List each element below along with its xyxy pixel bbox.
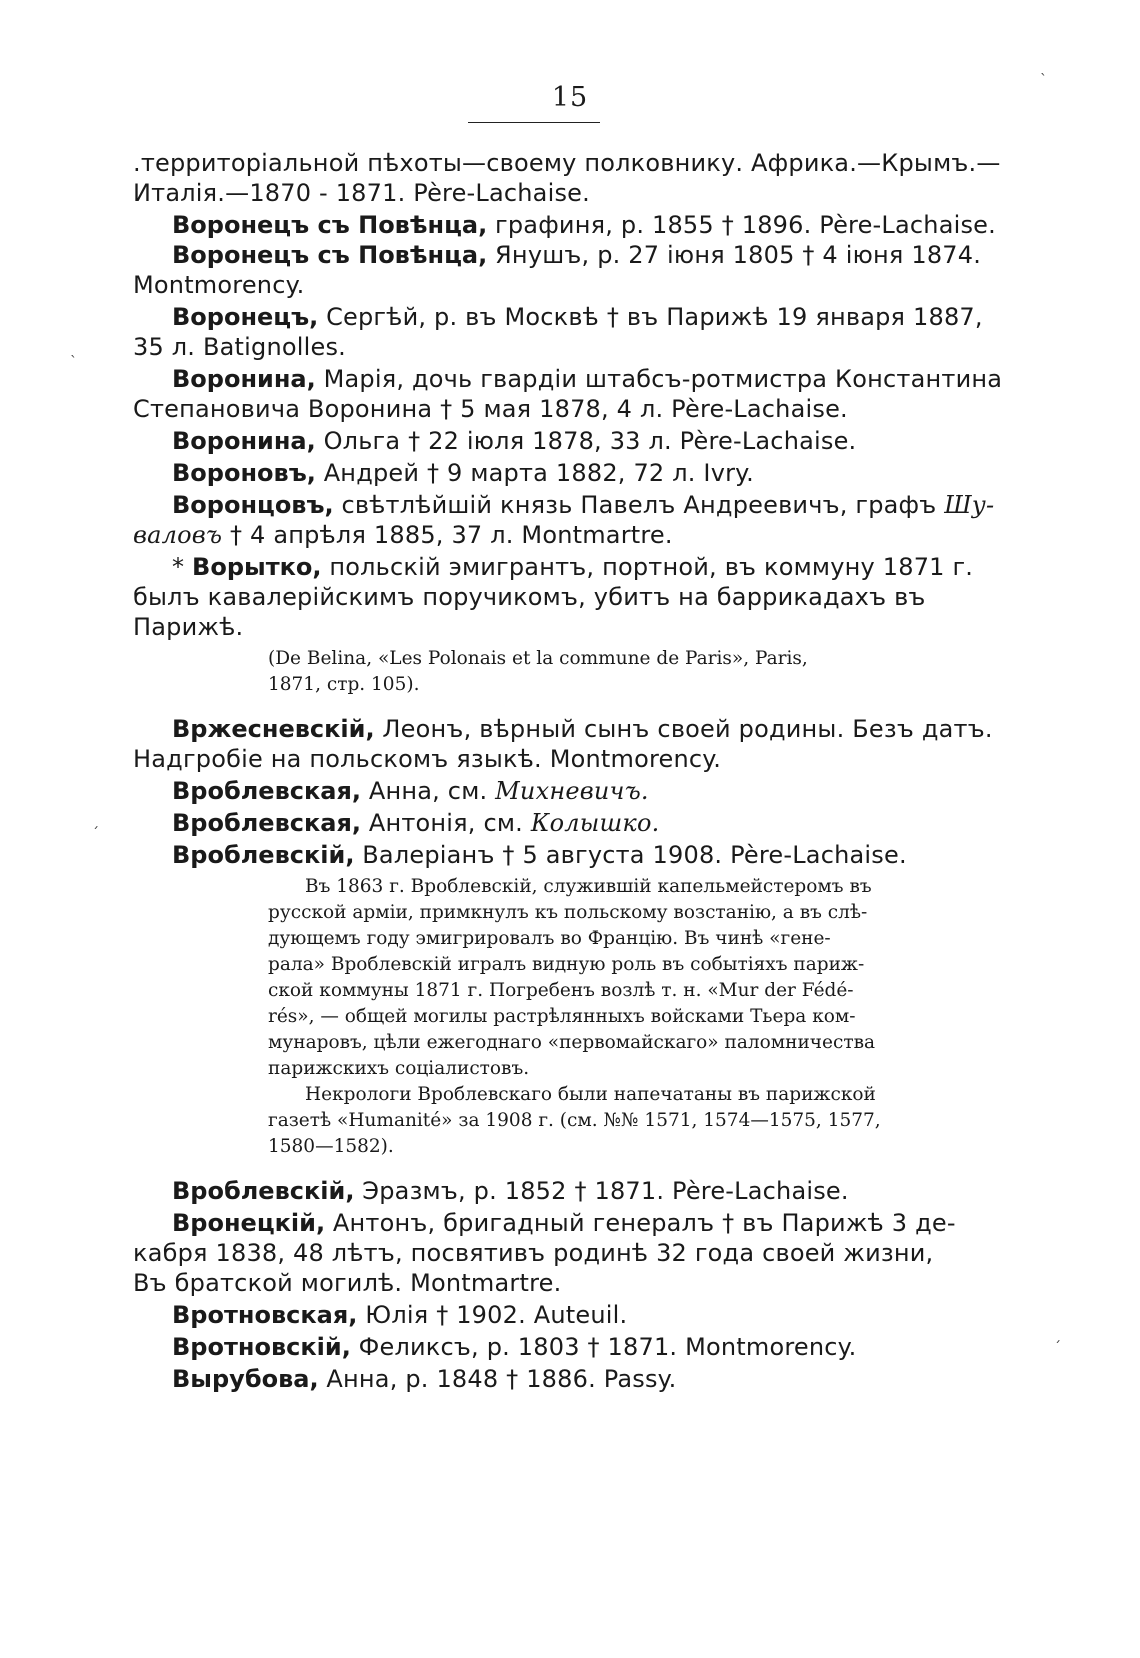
entry-voronov-andrei: Вороновъ, Андрей † 9 марта 1882, 72 л. Ivry. [172, 459, 754, 487]
entry-vrotnovsky-feliks: Вротновскій, Феликсъ, р. 1803 † 1871. Montmorency. [172, 1333, 857, 1361]
entry-line-15: былъ кавалерійскимъ поручикомъ, убитъ на баррикадахъ въ [133, 583, 926, 611]
note-line-6: рала» Вроблевскій игралъ видную роль въ событіяхъ париж- [268, 954, 865, 975]
scan-speck: ˊ [92, 826, 99, 842]
entry-vorytko: * Ворытко, польскій эмигрантъ, портной, въ коммуну 1871 г. [172, 553, 974, 581]
entry-line-9: Степановича Воронина † 5 мая 1878, 4 л. Père-Lachaise. [133, 395, 848, 423]
page-number-rule [468, 122, 600, 123]
entry-voronets-countess: Воронецъ съ Повѣнца, графиня, р. 1855 † 1896. Père-Lachaise. [172, 211, 996, 239]
entry-voronets-janusz: Воронецъ съ Повѣнца, Янушъ, р. 27 іюня 1805 † 4 іюня 1874. [172, 241, 982, 269]
scan-speck: ˎ [70, 342, 77, 358]
scan-speck: ˊ [1054, 1340, 1061, 1356]
entry-vroblevskaya-antonia: Вроблевская, Антонія, см. Колышко. [172, 809, 660, 837]
note-line-5: дующемъ году эмигрировалъ во Францію. Въ чинѣ «генe- [268, 928, 831, 949]
entry-vrzhesnevsky: Вржесневскій, Леонъ, вѣрный сынъ своей родины. Безъ датъ. [172, 715, 993, 743]
note-line-11: Некрологи Вроблевскаго были напечатаны въ парижской [305, 1084, 876, 1105]
note-line-9: мунаровъ, цѣли ежегоднаго «первомайскаго» паломничества [268, 1032, 876, 1053]
entry-line-25: Въ братской могилѣ. Montmartre. [133, 1269, 562, 1297]
entry-voronets-sergei: Воронецъ, Сергѣй, р. въ Москвѣ † въ Парижѣ 19 января 1887, [172, 303, 983, 331]
entry-line-13: валовъ † 4 апрѣля 1885, 37 л. Montmartre. [133, 521, 673, 549]
note-line-3: Въ 1863 г. Вроблевскій, служившій капельмейстеромъ въ [305, 876, 872, 897]
entry-vroblevsky-valerian: Вроблевскій, Валеріанъ † 5 августа 1908. Père-Lachaise. [172, 841, 907, 869]
entry-line-24: кабря 1838, 48 лѣтъ, посвятивъ родинѣ 32 года своей жизни, [133, 1239, 934, 1267]
entry-vronetsky-anton: Вронецкій, Антонъ, бригадный генералъ † въ Парижѣ 3 де- [172, 1209, 956, 1237]
entry-line-5: Montmorency. [133, 271, 305, 299]
entry-vorontsov-pavel: Воронцовъ, свѣтлѣйшій князь Павелъ Андреевичъ, графъ Шу- [172, 491, 995, 519]
page-number: 15 [551, 82, 589, 113]
entry-vyrubova-anna: Вырубова, Анна, р. 1848 † 1886. Passy. [172, 1365, 677, 1393]
entry-line-16: Парижѣ. [133, 613, 244, 641]
entry-line-1: .территоріальной пѣхоты—своему полковнику. Африка.—Крымъ.— [133, 149, 1001, 177]
note-line-1: (De Belina, «Les Polonais et la commune de Paris», Paris, [268, 648, 808, 669]
entry-line-7: 35 л. Batignolles. [133, 333, 346, 361]
entry-vroblevsky-erazm: Вроблевскій, Эразмъ, р. 1852 † 1871. Père-Lachaise. [172, 1177, 849, 1205]
entry-line-2: Италія.—1870 - 1871. Père-Lachaise. [133, 179, 590, 207]
entry-vrotnovskaya-yulia: Вротновская, Юлія † 1902. Auteuil. [172, 1301, 628, 1329]
scan-speck: ˎ [1040, 60, 1047, 76]
entry-voronina-olga: Воронина, Ольга † 22 іюля 1878, 33 л. Père-Lachaise. [172, 427, 857, 455]
entry-voronina-maria: Воронина, Марія, дочь гвардіи штабсъ-ротмистра Константина [172, 365, 1003, 393]
note-line-13: 1580—1582). [268, 1136, 394, 1157]
note-line-7: ской коммуны 1871 г. Погребенъ возлѣ т. н. «Mur der Fédé- [268, 980, 854, 1001]
note-line-4: русской арміи, примкнулъ къ польскому возстанію, а въ слѣ- [268, 902, 868, 923]
note-line-8: rés», — общей могилы растрѣлянныхъ войсками Тьера ком- [268, 1006, 856, 1027]
entry-line-18: Надгробіе на польскомъ языкѣ. Montmorency. [133, 745, 722, 773]
note-line-2: 1871, стр. 105). [268, 674, 420, 695]
note-line-12: газетѣ «Humanité» за 1908 г. (см. №№ 1571, 1574—1575, 1577, [268, 1110, 881, 1131]
note-line-10: парижскихъ соціалистовъ. [268, 1058, 530, 1079]
entry-vroblevskaya-anna: Вроблевская, Анна, см. Михневичъ. [172, 777, 649, 805]
